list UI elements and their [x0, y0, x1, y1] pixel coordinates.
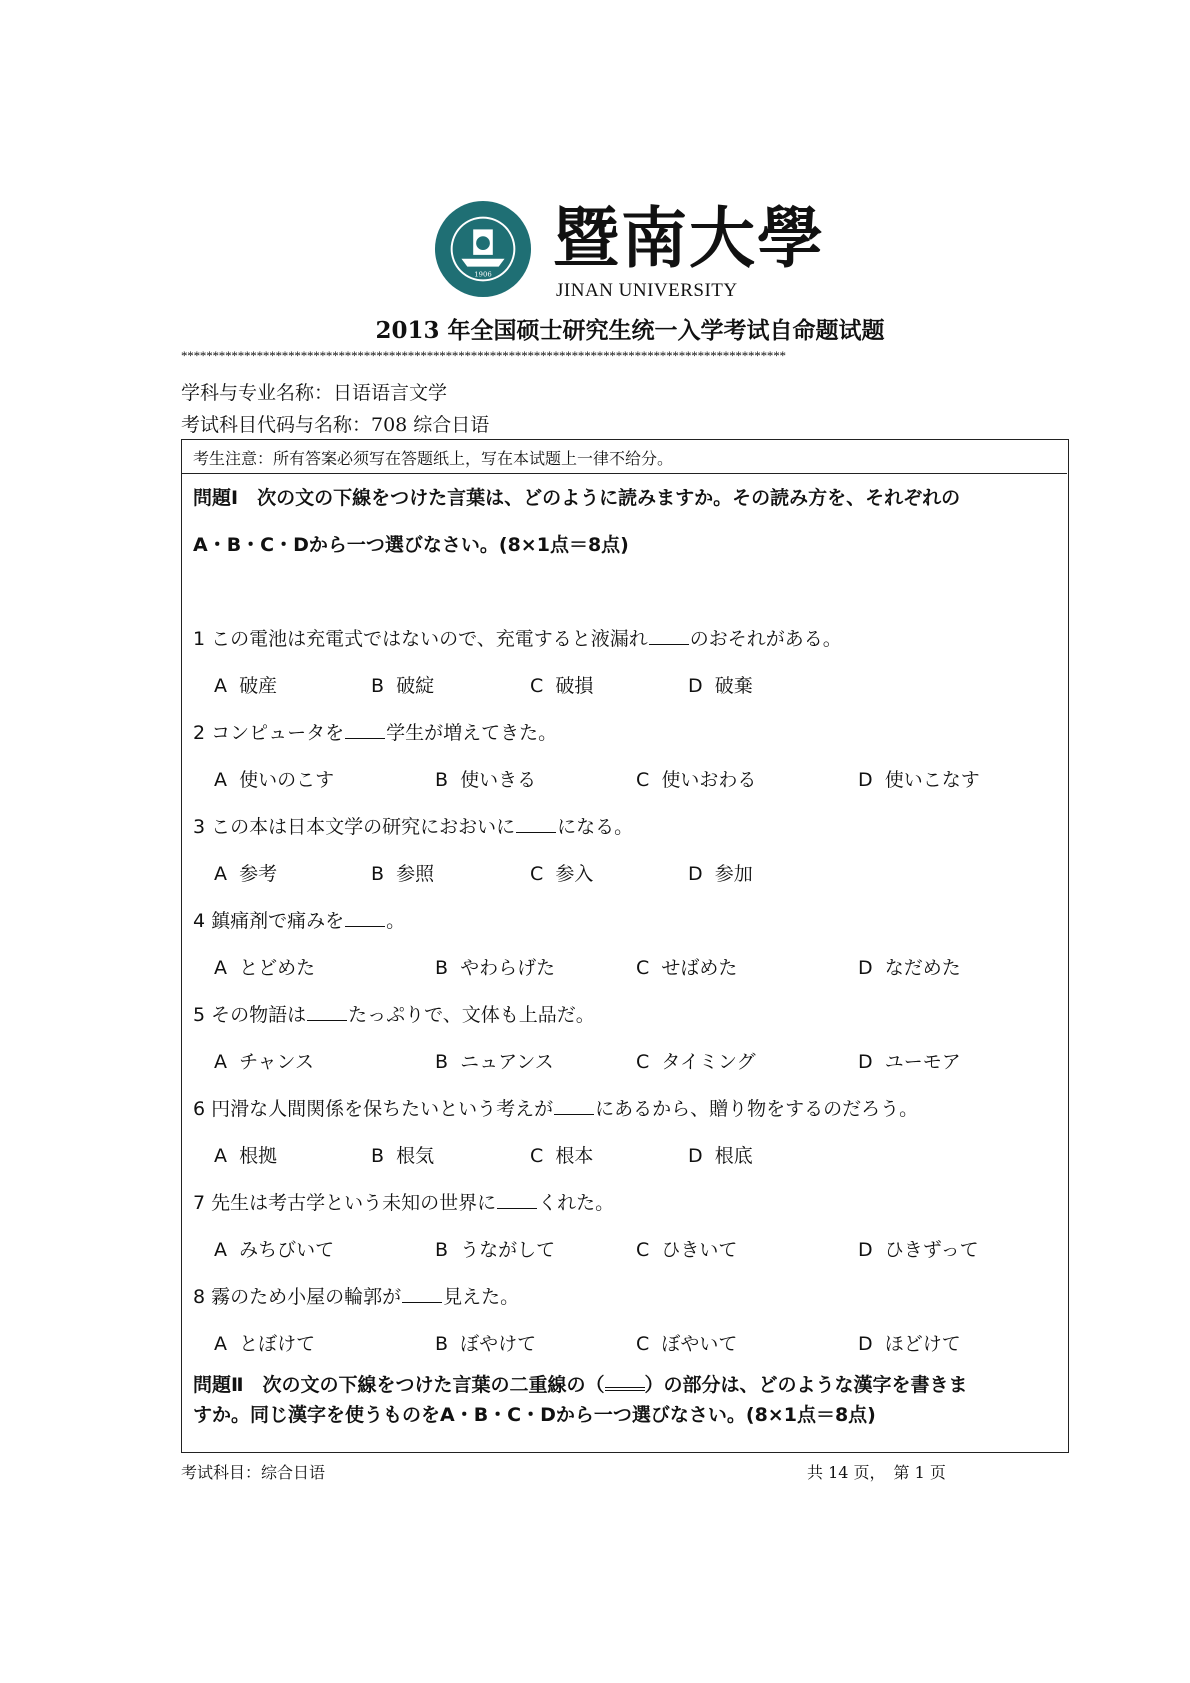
section2-instruction-line2: すか。同じ漢字を使うものをA・B・C・Dから一つ選びなさい。(8×1点＝8点) — [193, 1404, 876, 1426]
option-text: やわらげた — [460, 957, 556, 979]
option-c — [530, 1141, 593, 1168]
option-a — [214, 953, 315, 980]
notice: 考生注意：所有答案必须写在答题纸上，写在本试题上一律不给分。 — [193, 449, 674, 468]
option-letter: B — [435, 957, 449, 979]
option-letter: D — [688, 1145, 703, 1167]
question-text-after: にあるから、贈り物をするのだろう。 — [595, 1098, 919, 1120]
question-4 — [193, 906, 405, 933]
option-letter: C — [530, 1145, 544, 1167]
question-text-before: 霧のため小屋の輪郭が — [211, 1286, 402, 1308]
option-c — [636, 1329, 737, 1356]
option-text: ひきいて — [661, 1239, 738, 1261]
option-b — [371, 859, 434, 886]
option-text: 根拠 — [239, 1145, 278, 1167]
option-text: ぼやけて — [460, 1333, 537, 1355]
option-a — [214, 1329, 315, 1356]
answer-blank — [649, 625, 689, 645]
answer-blank — [554, 1095, 594, 1115]
university-seal-logo — [434, 200, 532, 298]
section1-instruction-line2: A・B・C・Dから一つ選びなさい。(8×1点＝8点) — [193, 534, 629, 556]
question-text-after: のおそれがある。 — [689, 628, 842, 650]
question-text-after: 。 — [386, 910, 406, 932]
answer-blank — [307, 1001, 347, 1021]
option-letter: C — [636, 1051, 650, 1073]
option-text: 参照 — [396, 863, 435, 885]
logo-chinese-name: 暨南大學 — [553, 199, 825, 277]
option-text: とぼけて — [239, 1333, 316, 1355]
option-text: 使いおわる — [661, 769, 757, 791]
question-5 — [193, 1000, 595, 1027]
option-letter: C — [636, 957, 650, 979]
option-letter: C — [636, 1333, 650, 1355]
question-text-after: 見えた。 — [443, 1286, 520, 1308]
question-3 — [193, 812, 633, 839]
double-underline-blank — [605, 1368, 645, 1391]
option-letter: B — [435, 1239, 449, 1261]
option-letter: C — [636, 769, 650, 791]
option-letter: B — [371, 675, 385, 697]
exam-subject: 考试科目代码与名称：708 综合日语 — [181, 414, 490, 436]
question-text-before: 先生は考古学という未知の世界に — [211, 1192, 497, 1214]
option-letter: C — [636, 1239, 650, 1261]
question-text-after: になる。 — [557, 816, 634, 838]
question-number: 8 — [193, 1286, 206, 1308]
option-b — [371, 671, 434, 698]
answer-blank — [497, 1189, 537, 1209]
answer-blank — [402, 1283, 442, 1303]
option-d — [858, 1235, 979, 1262]
separator: ************************************************************************************************ — [181, 348, 786, 363]
section2-text-b: ）の部分は、どのような漢字を書きま — [644, 1374, 968, 1396]
option-text: 根気 — [396, 1145, 435, 1167]
question-text-after: 学生が増えてきた。 — [386, 722, 558, 744]
option-text: 根本 — [555, 1145, 594, 1167]
option-text: 破損 — [555, 675, 594, 697]
option-text: 参考 — [239, 863, 278, 885]
option-d — [688, 671, 753, 698]
option-letter: D — [858, 1239, 873, 1261]
question-text-before: この本は日本文学の研究におおいに — [211, 816, 516, 838]
option-letter: B — [371, 863, 385, 885]
option-letter: A — [214, 863, 227, 885]
option-letter: B — [435, 1333, 449, 1355]
section1-instruction-line1: 問題Ⅰ 次の文の下線をつけた言葉は、どのように読みますか。その読み方を、それぞれの — [193, 487, 961, 509]
exam-title: 2013 年全国硕士研究生统一入学考试自命题试题 — [375, 317, 885, 344]
option-letter: D — [688, 675, 703, 697]
option-letter: A — [214, 1239, 227, 1261]
option-letter: B — [435, 769, 449, 791]
option-text: とどめた — [239, 957, 316, 979]
option-d — [858, 1329, 961, 1356]
question-1 — [193, 624, 842, 651]
option-letter: A — [214, 957, 227, 979]
option-letter: D — [858, 1333, 873, 1355]
option-text: 参入 — [555, 863, 594, 885]
option-text: チャンス — [239, 1051, 314, 1073]
option-c — [636, 765, 756, 792]
option-letter: A — [214, 1051, 227, 1073]
option-d — [688, 859, 753, 886]
answer-blank — [345, 719, 385, 739]
question-6 — [193, 1094, 918, 1121]
option-text: ひきずって — [884, 1239, 979, 1261]
section2-instruction-line1 — [193, 1368, 968, 1397]
question-number: 2 — [193, 722, 206, 744]
option-letter: D — [858, 769, 873, 791]
option-text: ぼやいて — [661, 1333, 738, 1355]
question-number: 6 — [193, 1098, 206, 1120]
question-number: 7 — [193, 1192, 206, 1214]
answer-blank — [516, 813, 556, 833]
option-text: タイミング — [661, 1051, 756, 1073]
svg-text:1906: 1906 — [474, 270, 492, 279]
option-letter: A — [214, 1145, 227, 1167]
option-a — [214, 1235, 334, 1262]
question-text-before: この電池は充電式ではないので、充電すると液漏れ — [211, 628, 648, 650]
option-c — [530, 671, 593, 698]
option-c — [636, 1047, 756, 1074]
option-b — [371, 1141, 434, 1168]
option-text: ニュアンス — [460, 1051, 554, 1073]
option-b — [435, 1329, 536, 1356]
question-number: 5 — [193, 1004, 206, 1026]
question-8 — [193, 1282, 519, 1309]
option-letter: D — [858, 957, 873, 979]
option-letter: C — [530, 863, 544, 885]
option-text: うながして — [460, 1239, 556, 1261]
option-text: ほどけて — [884, 1333, 961, 1355]
section2-text-a: 問題Ⅱ 次の文の下線をつけた言葉の二重線の（ — [193, 1374, 605, 1396]
question-number: 3 — [193, 816, 206, 838]
option-d — [858, 1047, 961, 1074]
question-text-before: コンピュータを — [211, 722, 345, 744]
question-text-after: くれた。 — [538, 1192, 615, 1214]
footer-subject: 考试科目：综合日语 — [181, 1463, 326, 1482]
question-number: 1 — [193, 628, 206, 650]
option-b — [435, 1047, 554, 1074]
option-b — [435, 765, 536, 792]
option-letter: B — [435, 1051, 449, 1073]
option-text: みちびいて — [239, 1239, 335, 1261]
option-c — [636, 1235, 737, 1262]
option-letter: D — [688, 863, 703, 885]
option-letter: C — [530, 675, 544, 697]
answer-blank — [345, 907, 385, 927]
option-b — [435, 953, 555, 980]
question-text-after: たっぷりで、文体も上品だ。 — [348, 1004, 595, 1026]
option-text: なだめた — [884, 957, 961, 979]
option-text: 参加 — [714, 863, 753, 885]
option-a — [214, 765, 334, 792]
option-d — [858, 765, 980, 792]
option-d — [688, 1141, 753, 1168]
option-a — [214, 671, 277, 698]
option-letter: A — [214, 769, 227, 791]
option-c — [530, 859, 593, 886]
option-c — [636, 953, 737, 980]
option-text: 使いこなす — [884, 769, 980, 791]
option-text: 使いのこす — [239, 769, 335, 791]
option-letter: A — [214, 675, 227, 697]
subject-major: 学科与专业名称：日语语言文学 — [181, 382, 448, 404]
footer-page-count: 共 14 页， 第 1 页 — [807, 1463, 946, 1482]
option-a — [214, 859, 277, 886]
question-text-before: その物語は — [211, 1004, 307, 1026]
option-d — [858, 953, 961, 980]
question-2 — [193, 718, 557, 745]
question-number: 4 — [193, 910, 206, 932]
option-text: 破棄 — [714, 675, 753, 697]
option-b — [435, 1235, 555, 1262]
option-text: ユーモア — [884, 1051, 961, 1073]
logo-english-name: JINAN UNIVERSITY — [556, 280, 738, 301]
option-letter: B — [371, 1145, 385, 1167]
question-text-before: 円滑な人間関係を保ちたいという考えが — [211, 1098, 554, 1120]
option-text: 根底 — [714, 1145, 753, 1167]
option-a — [214, 1141, 277, 1168]
question-text-before: 鎮痛剤で痛みを — [211, 910, 345, 932]
option-letter: D — [858, 1051, 873, 1073]
option-text: 使いきる — [460, 769, 537, 791]
question-7 — [193, 1188, 614, 1215]
option-text: せばめた — [661, 957, 738, 979]
option-a — [214, 1047, 314, 1074]
option-letter: A — [214, 1333, 227, 1355]
option-text: 破綻 — [396, 675, 435, 697]
option-text: 破産 — [239, 675, 278, 697]
